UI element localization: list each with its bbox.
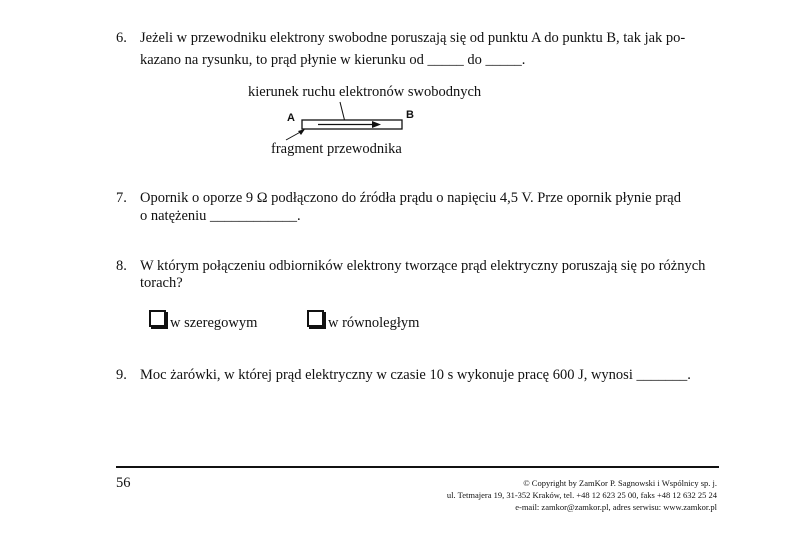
question-number: 6. [116, 30, 127, 46]
page-number: 56 [116, 475, 131, 491]
point-b-label: B [406, 109, 414, 121]
option-parallel-label: w równoległym [328, 315, 420, 331]
conductor-fragment-label: fragment przewodnika [271, 141, 402, 157]
question-text-line2: kazano na rysunku, to prąd płynie w kierunku od _____ do _____. [140, 52, 526, 68]
question-number: 9. [116, 367, 127, 383]
question-text-line1: Moc żarówki, w której prąd elektryczny w czasie 10 s wykonuje pracę 600 J, wynosi _______. [140, 367, 691, 383]
point-a-label: A [287, 112, 295, 124]
question-text-line1: Opornik o oporze 9 Ω podłączono do źródła prądu o napięciu 4,5 V. Prze opornik płynie prąd [140, 190, 681, 206]
electron-direction-label: kierunek ruchu elektronów swobodnych [248, 84, 482, 100]
question-number: 7. [116, 190, 127, 206]
footer-contact: e-mail: zamkor@zamkor.pl, adres serwisu: www.zamkor.pl [515, 502, 717, 512]
option-series-label: w szeregowym [170, 315, 258, 331]
option-series-checkbox[interactable] [149, 310, 166, 327]
fragment-pointer-head [298, 129, 305, 135]
question-text-line2: torach? [140, 275, 183, 291]
question-text-line1: Jeżeli w przewodniku elektrony swobodne poruszają się od punktu A do punktu B, tak jak po- [140, 30, 686, 46]
question-text-line1: W którym połączeniu odbiorników elektrony tworzące prąd elektryczny poruszają się po różnych [140, 258, 706, 274]
footer-divider [116, 466, 719, 468]
footer-address: ul. Tetmajera 19, 31-352 Kraków, tel. +48 12 623 25 00, faks +48 12 632 25 24 [446, 490, 717, 500]
question-text-line2: o natężeniu ____________. [140, 208, 301, 224]
question-number: 8. [116, 258, 127, 274]
footer-copyright: © Copyright by ZamKor P. Sagnowski i Wspólnicy sp. j. [523, 478, 717, 488]
label-pointer-line [340, 102, 345, 122]
option-parallel-checkbox[interactable] [307, 310, 324, 327]
conductor-drawing [270, 100, 420, 144]
